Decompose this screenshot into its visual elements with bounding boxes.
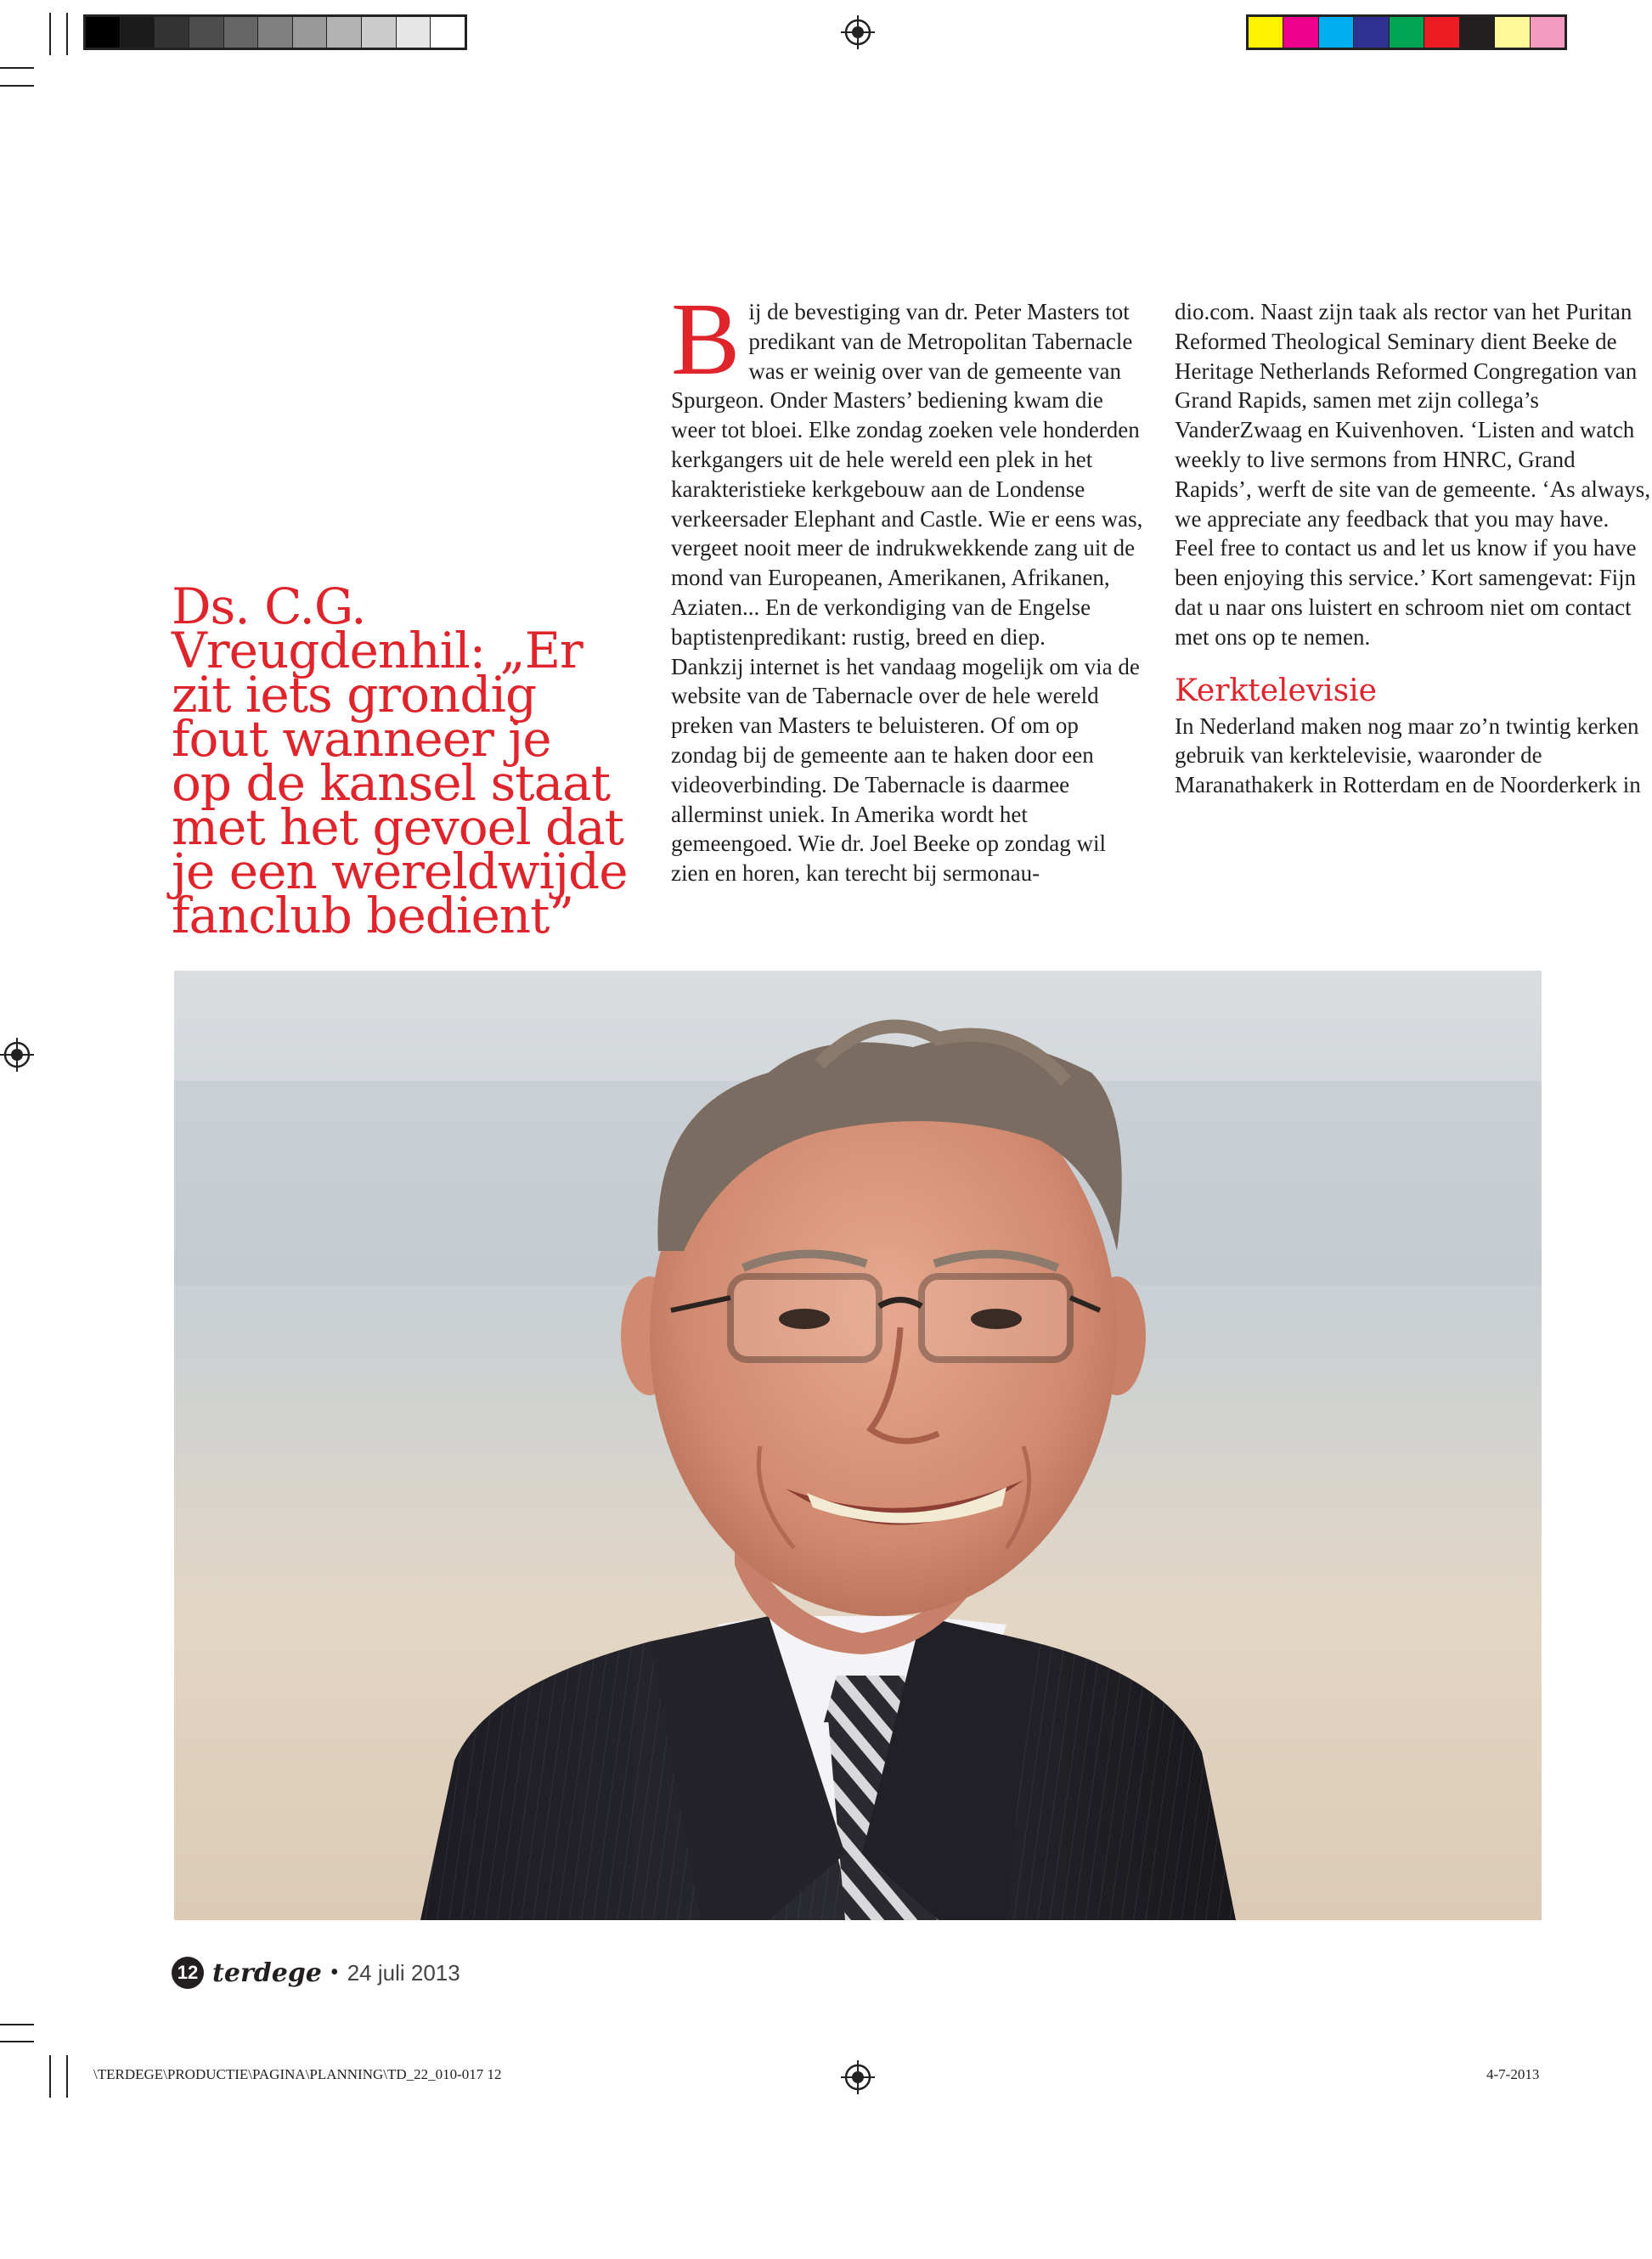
page-folio [172,1957,460,1989]
color-swatch [1531,17,1565,48]
gray-calibration-strip [83,14,467,50]
issue-date: 24 juli 2013 [347,1959,460,1986]
article-paragraph: Dankzij internet is het vandaag mogelijk om via de website van de Tabernacle over de hele wereld preken van Masters te beluisteren. Of om op zondag bij de gemeente aan te haken door een videoverbinding. De Tabernacle is daarmee allerminst uniek. In Amerika wordt het gemeengoed. Wie dr. Joel Beeke op zondag wil zien en horen, kan terecht bij sermonau- [671,653,1140,887]
gray-swatch [327,17,362,48]
color-swatch [1390,17,1424,48]
subheading: Kerktelevisie [1175,673,1377,708]
separator-bullet: • [330,1959,339,1986]
gray-swatch [362,17,397,48]
gray-swatch [224,17,259,48]
article-column-2 [1175,297,1652,800]
gray-swatch [155,17,189,48]
gray-swatch [431,17,465,48]
color-swatch [1460,17,1495,48]
crop-mark [0,2041,34,2042]
crop-mark [0,85,34,87]
gray-swatch [121,17,155,48]
crop-mark [66,2055,68,2098]
page-number-badge: 12 [172,1957,204,1989]
article-paragraph: In Nederland maken nog maar zo’n twintig kerken gebruik van kerktelevisie, waaronder de Maranathakerk in Rotterdam en de Noorderkerk in [1175,713,1641,798]
color-swatch [1283,17,1318,48]
color-swatch [1424,17,1459,48]
portrait-photo [174,971,1542,1920]
color-calibration-strip [1246,14,1567,50]
registration-target-icon [841,15,875,49]
color-swatch [1495,17,1530,48]
crop-mark [49,2055,51,2098]
drop-cap: B [671,282,741,397]
magazine-logo: terdege [212,1958,322,1988]
registration-target-icon [0,1038,34,1072]
article-paragraph: dio.com. Naast zijn taak als rector van het Puritan Reformed Theological Seminary dient Beeke de Heritage Netherlands Reformed Congregation van Grand Rapids, samen met zijn collega’s VanderZwaag en Kuivenhoven. ‘Listen and watch weekly to live sermons from HNRC, Grand Rapids’, werft de site van de gemeente. ‘As always, we appreciate any feedback that you may have. Feel free to contact us and let us know if you have been enjoying this service.’ Kort samengevat: Fijn dat u naar ons luistert en schroom niet om contact met ons op te nemen. [1175,299,1651,650]
registration-target-icon [841,2060,875,2094]
print-slug-path: \TERDEGE\PRODUCTIE\PAGINA\PLANNING\TD_22_010-017 12 [93,2066,502,2082]
article-paragraph: ij de bevestiging van dr. Peter Masters tot predikant van de Metropolitan Tabernacle was er weinig over van de gemeente van Spurgeon. Onder Masters’ bediening kwam die weer tot bloei. Elke zondag zoeken vele honderden kerkgangers uit de hele wereld een plek in het karakteristieke kerkgebouw aan de Londense verkeersader Elephant and Castle. Wie er eens was, vergeet nooit meer de indrukwekkende zang uit de mond van Europeanen, Amerikanen, Afrikanen, Aziaten... En de verkondiging van de Engelse baptistenpredikant: rustig, breed en diep. [671,299,1143,650]
crop-mark [0,67,34,69]
print-slug-date: 4-7-2013 [1486,2066,1540,2082]
pull-quote: Ds. C.G. Vreugdenhil: „Er zit iets grondig fout wanneer je op de kansel staat met het gevoel dat je een wereldwijde fanclub bedient” [172,577,628,944]
gray-swatch [293,17,328,48]
article-column-1 [671,282,1148,888]
gray-swatch [189,17,224,48]
gray-swatch [86,17,121,48]
color-swatch [1249,17,1283,48]
crop-mark [0,2024,34,2025]
gray-swatch [258,17,293,48]
crop-mark [66,13,68,55]
gray-swatch [397,17,431,48]
crop-mark [49,13,51,55]
color-swatch [1319,17,1354,48]
color-swatch [1354,17,1389,48]
